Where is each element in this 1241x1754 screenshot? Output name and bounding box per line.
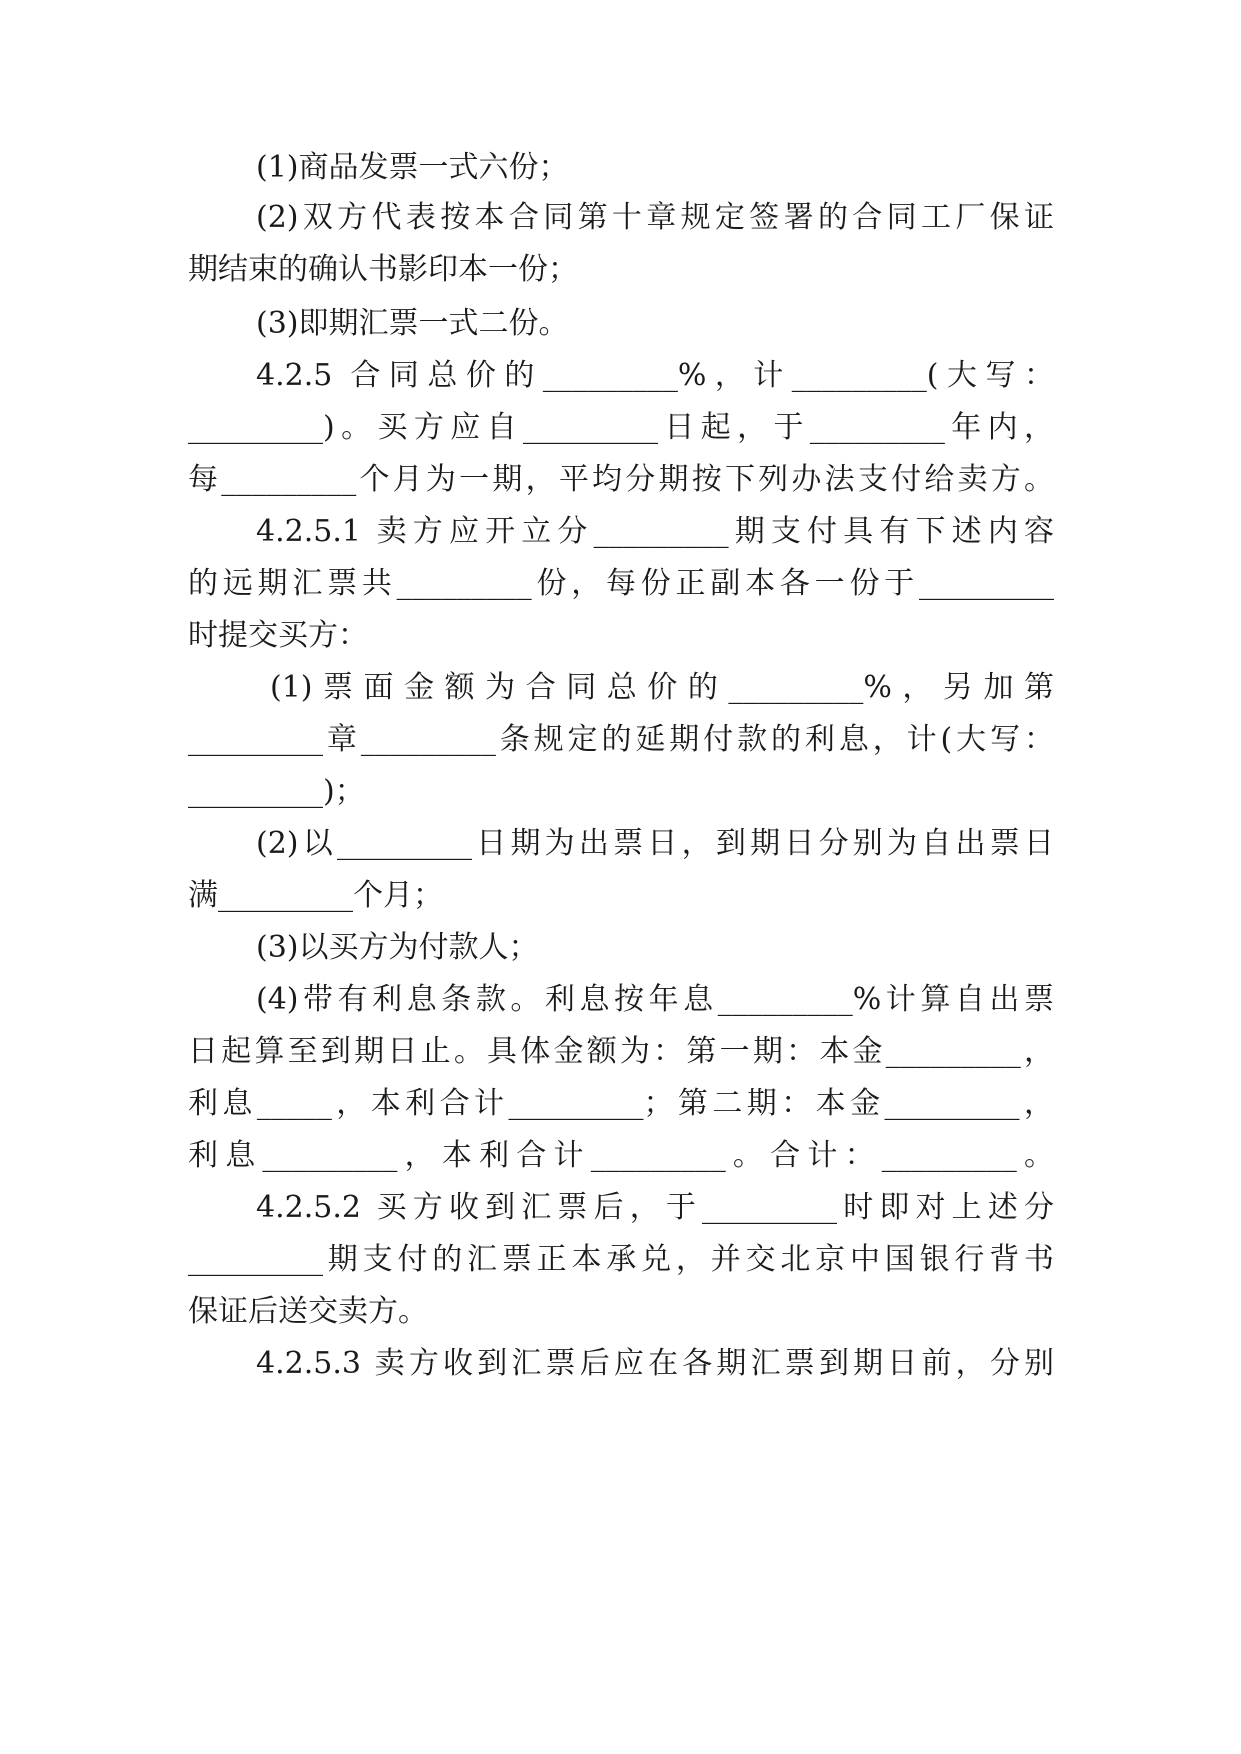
paragraph-line: 期结束的确认书影印本一份； bbox=[188, 252, 578, 287]
paragraph-line: 保证后送交卖方。 bbox=[188, 1294, 428, 1329]
paragraph-line: _________期支付的汇票正本承兑，并交北京中国银行背书 bbox=[188, 1242, 1054, 1277]
paragraph-line: 利息_____，本利合计_________；第二期：本金_________， bbox=[188, 1086, 1054, 1121]
paragraph-line: 日起算至到期日止。具体金额为：第一期：本金_________， bbox=[188, 1034, 1054, 1069]
paragraph-line: 每_________个月为一期，平均分期按下列办法支付给卖方。 bbox=[188, 462, 1054, 497]
paragraph-line: _________章_________条规定的延期付款的利息，计(大写： bbox=[188, 722, 1054, 757]
paragraph-line: _________)。买方应自_________日起，于_________年内， bbox=[188, 410, 1054, 445]
paragraph-line: 4.2.5.1 卖方应开立分_________期支付具有下述内容 bbox=[256, 514, 1054, 549]
paragraph-line: 4.2.5.2 买方收到汇票后，于_________时即对上述分 bbox=[256, 1190, 1054, 1225]
paragraph-line: (2)以_________日期为出票日，到期日分别为自出票日 bbox=[256, 826, 1054, 861]
paragraph-line: 时提交买方： bbox=[188, 618, 368, 653]
paragraph-line: 4.2.5 合同总价的_________%，计_________(大写： bbox=[256, 358, 1054, 393]
paragraph-line: 满_________个月； bbox=[188, 878, 443, 913]
paragraph-line: (3)以买方为付款人； bbox=[256, 930, 539, 965]
paragraph-line: 4.2.5.3 卖方收到汇票后应在各期汇票到期日前，分别 bbox=[256, 1346, 1054, 1381]
paragraph-line: (2)双方代表按本合同第十章规定签署的合同工厂保证 bbox=[256, 200, 1054, 235]
paragraph-line: _________)； bbox=[188, 774, 365, 809]
paragraph-line: (1)商品发票一式六份； bbox=[256, 150, 569, 185]
paragraph-line: 利息_________，本利合计_________。合计：_________。 bbox=[188, 1138, 1054, 1173]
paragraph-line: (3)即期汇票一式二份。 bbox=[256, 306, 569, 341]
paragraph-line: (4)带有利息条款。利息按年息_________%计算自出票 bbox=[256, 982, 1054, 1017]
paragraph-line: 的远期汇票共_________份，每份正副本各一份于_________ bbox=[188, 566, 1054, 601]
paragraph-line: (1)票面金额为合同总价的_________%，另加第 bbox=[270, 670, 1054, 705]
